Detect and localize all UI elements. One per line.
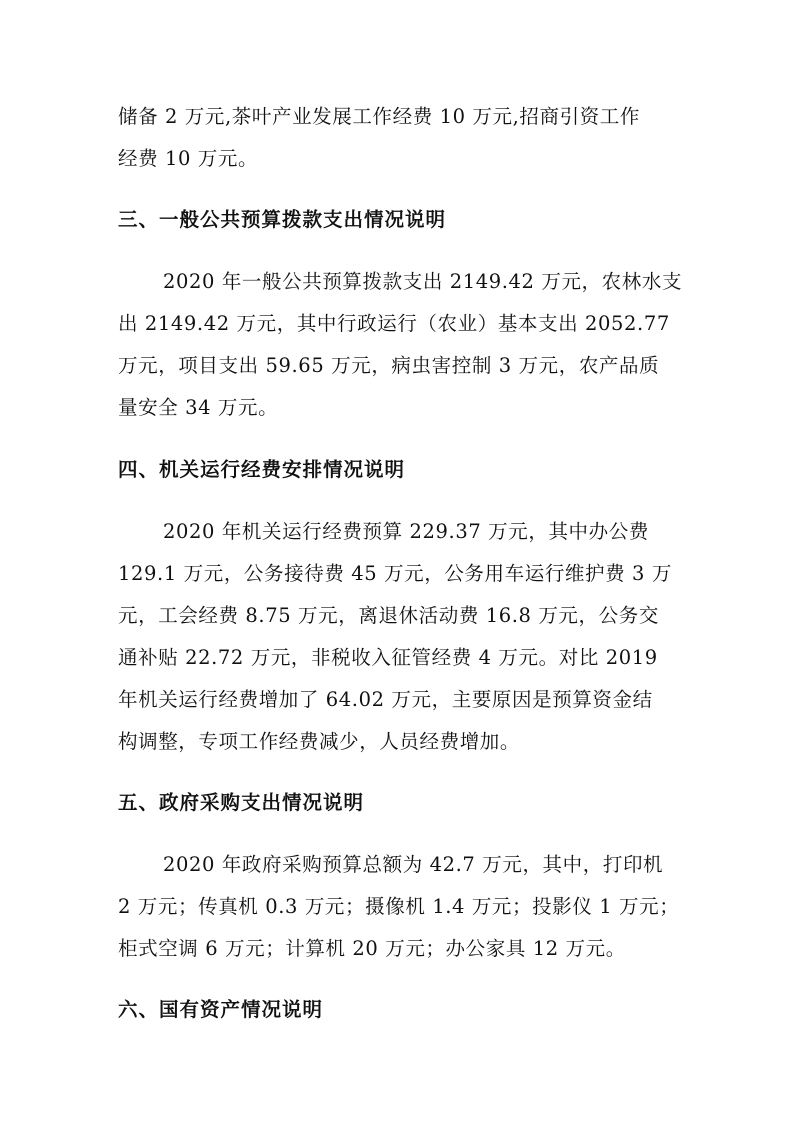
- paragraph-line: 构调整，专项工作经费减少，人员经费增加。: [118, 730, 521, 753]
- paragraph-line: 通补贴 22.72 万元，非税收入征管经费 4 万元。对比 2019: [118, 646, 658, 669]
- section-heading-operating-costs: 四、机关运行经费安排情况说明: [118, 458, 406, 481]
- paragraph-line: 年机关运行经费增加了 64.02 万元，主要原因是预算资金结: [118, 688, 653, 711]
- paragraph-line: 万元，项目支出 59.65 万元，病虫害控制 3 万元，农产品质: [118, 354, 660, 377]
- section-heading-budget-expenditure: 三、一般公共预算拨款支出情况说明: [118, 208, 447, 231]
- paragraph-line: 2 万元；传真机 0.3 万元；摄像机 1.4 万元；投影仪 1 万元；: [118, 895, 680, 918]
- paragraph-line: 元，工会经费 8.75 万元，离退休活动费 16.8 万元，公务交: [118, 604, 659, 627]
- paragraph-line: 经费 10 万元。: [118, 147, 259, 170]
- paragraph-line: 柜式空调 6 万元；计算机 20 万元；办公家具 12 万元。: [118, 937, 626, 960]
- paragraph-line: 量安全 34 万元。: [118, 396, 279, 419]
- paragraph-line: 2020 年政府采购预算总额为 42.7 万元，其中，打印机: [163, 853, 664, 876]
- paragraph-line: 2020 年一般公共预算拨款支出 2149.42 万元，农林水支: [163, 270, 683, 293]
- paragraph-line: 出 2149.42 万元，其中行政运行（农业）基本支出 2052.77: [118, 312, 670, 335]
- paragraph-line: 2020 年机关运行经费预算 229.37 万元，其中办公费: [163, 520, 649, 543]
- paragraph-line: 129.1 万元，公务接待费 45 万元，公务用车运行维护费 3 万: [118, 562, 672, 585]
- paragraph-line: 储备 2 万元,茶叶产业发展工作经费 10 万元,招商引资工作: [118, 105, 641, 128]
- section-heading-state-assets: 六、国有资产情况说明: [118, 998, 324, 1021]
- section-heading-procurement: 五、政府采购支出情况说明: [118, 791, 365, 814]
